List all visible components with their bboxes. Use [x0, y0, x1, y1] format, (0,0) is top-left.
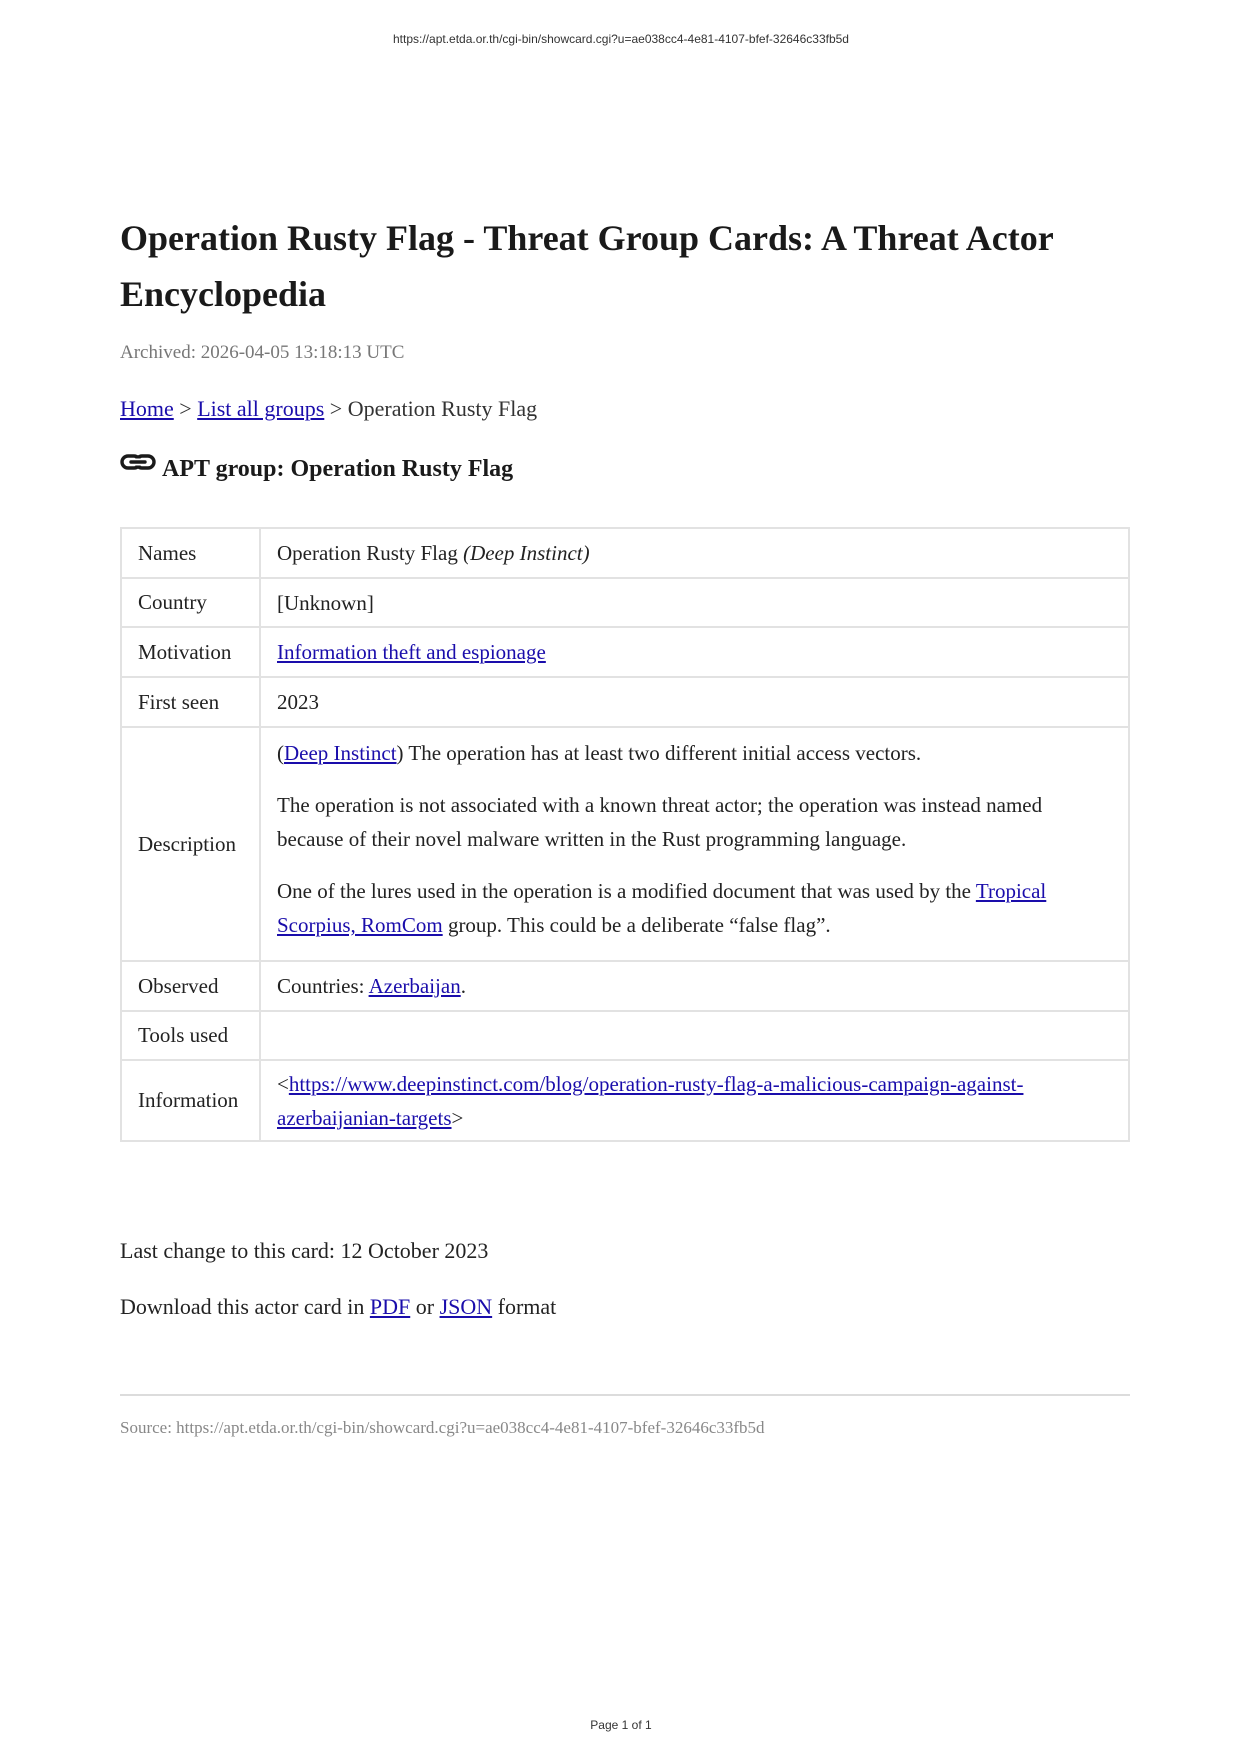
actor-card-table [120, 527, 1130, 1142]
motivation-link[interactable]: Information theft and espionage [277, 640, 546, 664]
breadcrumb-separator: > [173, 396, 198, 421]
source-url: Source: https://apt.etda.or.th/cgi-bin/showcard.cgi?u=ae038cc4-4e81-4107-bfef-32646c33fb5d [120, 1418, 765, 1437]
tropical-scorpius-link[interactable]: Tropical Scorpius, RomCom [277, 879, 1047, 937]
page-title: Operation Rusty Flag - Threat Group Cards: A Threat Actor Encyclopedia [120, 218, 1054, 314]
description-label: Description [121, 727, 260, 961]
pdf-download-link[interactable]: PDF [369, 1294, 411, 1319]
deepinstinct-blog-link[interactable]: https://www.deepinstinct.com/blog/operation-rusty-flag-a-malicious-campaign-against-azerbaijanian-targets [277, 1071, 1024, 1130]
table-row [121, 1011, 1129, 1060]
deep-instinct-link[interactable]: Deep Instinct [284, 741, 397, 765]
motivation-label: Motivation [121, 627, 260, 677]
archived-timestamp: Archived: 2026-04-05 13:18:13 UTC [120, 342, 405, 363]
download-or: or [410, 1294, 440, 1319]
tools-used-value [260, 1011, 1129, 1060]
breadcrumb-current: Operation Rusty Flag [347, 396, 538, 421]
page-number: Page 1 of 1 [590, 1718, 652, 1732]
breadcrumb-list-all-groups-link[interactable]: List all groups [197, 396, 325, 421]
first-seen-label: First seen [121, 677, 260, 727]
observed-suffix: . [460, 974, 466, 998]
json-download-link[interactable]: JSON [439, 1294, 493, 1319]
description-text: One of the lures used in the operation is a modified document that was used by the [277, 879, 976, 903]
table-row [121, 1060, 1129, 1141]
table-row [121, 961, 1129, 1011]
table-row [121, 627, 1129, 677]
tools-used-label: Tools used [121, 1011, 260, 1060]
table-row [121, 528, 1129, 578]
last-change-text: Last change to this card: 12 October 2023 [120, 1238, 489, 1263]
angle-close: > [451, 1105, 464, 1130]
description-text: ) The operation has at least two different initial access vectors. [396, 741, 922, 765]
names-text: Operation Rusty Flag [277, 541, 464, 565]
azerbaijan-link[interactable]: Azerbaijan [368, 974, 461, 998]
group-heading-text: APT group: Operation Rusty Flag [162, 456, 514, 482]
link-icon[interactable] [120, 451, 156, 477]
observed-value [260, 961, 1129, 1011]
names-value [260, 528, 1129, 578]
group-heading [120, 456, 513, 483]
breadcrumb [120, 396, 537, 422]
description-paragraph [277, 874, 1112, 942]
information-label: Information [121, 1060, 260, 1141]
table-row [121, 578, 1129, 627]
observed-prefix: Countries: [277, 974, 369, 998]
breadcrumb-home-link[interactable]: Home [120, 396, 174, 421]
names-label: Names [121, 528, 260, 578]
table-row [121, 677, 1129, 727]
motivation-value [260, 627, 1129, 677]
first-seen-value: 2023 [260, 677, 1129, 727]
download-line [120, 1294, 556, 1320]
country-value: [Unknown] [260, 578, 1129, 627]
description-paragraph: The operation is not associated with a known threat actor; the operation was instead named because of their novel malware written in the Rust programming language. [277, 793, 1043, 851]
divider [120, 1394, 1130, 1396]
table-row [121, 727, 1129, 961]
download-prefix: Download this actor card in [120, 1294, 370, 1319]
paren-open: ( [277, 741, 284, 765]
information-value [260, 1060, 1129, 1141]
angle-open: < [277, 1071, 289, 1096]
country-label: Country [121, 578, 260, 627]
description-paragraph [277, 736, 1112, 770]
description-text: group. This could be a deliberate “false flag”. [442, 913, 831, 937]
description-value [260, 727, 1129, 961]
observed-label: Observed [121, 961, 260, 1011]
download-suffix: format [492, 1294, 557, 1319]
breadcrumb-separator: > [324, 396, 348, 421]
names-source: (Deep Instinct) [463, 541, 590, 565]
print-header-url: https://apt.etda.or.th/cgi-bin/showcard.cgi?u=ae038cc4-4e81-4107-bfef-32646c33fb5d [393, 32, 849, 46]
